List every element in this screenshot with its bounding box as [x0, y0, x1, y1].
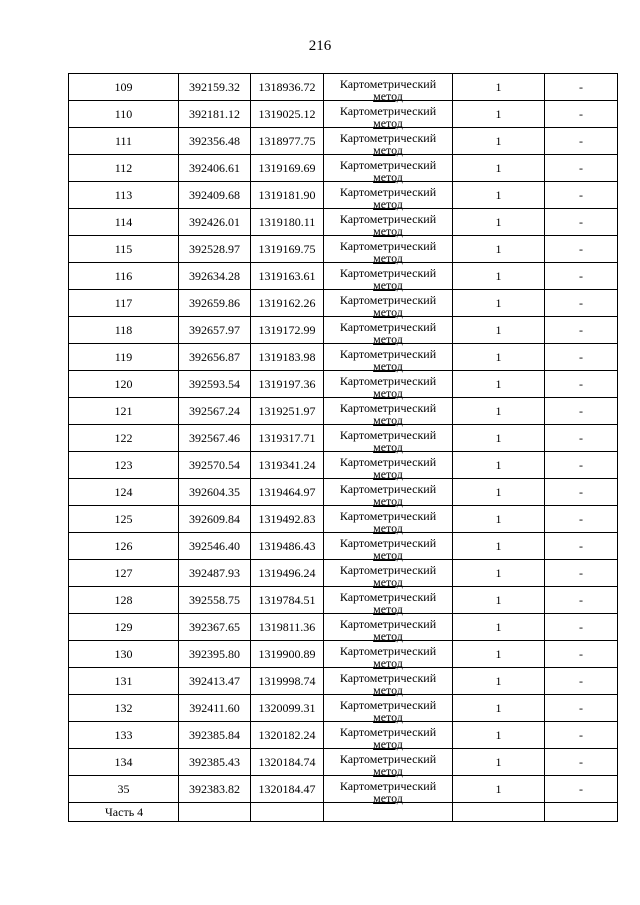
count-cell: 1	[453, 614, 545, 641]
table-row	[69, 695, 618, 722]
count-cell: 1	[453, 749, 545, 776]
y-coordinate-cell: 1319025.12	[251, 101, 324, 128]
table-row	[69, 101, 618, 128]
method-line-2: метод	[373, 575, 403, 589]
method-line-2: метод	[373, 467, 403, 481]
x-coordinate-cell: 392604.35	[179, 479, 251, 506]
method-line-1: Картометрический	[339, 752, 437, 766]
method-cell	[324, 533, 453, 560]
method-line-2: метод	[373, 332, 403, 346]
method-cell	[324, 668, 453, 695]
empty-cell	[179, 803, 251, 822]
y-coordinate-cell: 1319181.90	[251, 182, 324, 209]
point-number-cell: 114	[69, 209, 179, 236]
method-line-1: Картометрический	[339, 644, 437, 658]
count-cell: 1	[453, 317, 545, 344]
method-line-2: метод	[373, 224, 403, 238]
table-row	[69, 236, 618, 263]
method-cell	[324, 425, 453, 452]
count-cell: 1	[453, 641, 545, 668]
dash-cell: -	[545, 587, 618, 614]
dash-cell: -	[545, 506, 618, 533]
y-coordinate-cell: 1319998.74	[251, 668, 324, 695]
point-number-cell: 113	[69, 182, 179, 209]
method-line-1: Картометрический	[339, 347, 437, 361]
point-number-cell: 125	[69, 506, 179, 533]
point-number-cell: 132	[69, 695, 179, 722]
dash-cell: -	[545, 668, 618, 695]
point-number-cell: 124	[69, 479, 179, 506]
dash-cell: -	[545, 263, 618, 290]
point-number-cell: 130	[69, 641, 179, 668]
count-cell: 1	[453, 533, 545, 560]
empty-cell	[324, 803, 453, 822]
method-line-2: метод	[373, 629, 403, 643]
empty-cell	[545, 803, 618, 822]
point-number-cell: 123	[69, 452, 179, 479]
count-cell: 1	[453, 425, 545, 452]
method-line-1: Картометрический	[339, 482, 437, 496]
count-cell: 1	[453, 74, 545, 101]
table-row	[69, 506, 618, 533]
x-coordinate-cell: 392159.32	[179, 74, 251, 101]
x-coordinate-cell: 392367.65	[179, 614, 251, 641]
dash-cell: -	[545, 695, 618, 722]
table-row	[69, 776, 618, 803]
method-cell	[324, 614, 453, 641]
table-footer-row	[69, 803, 618, 822]
table-row	[69, 209, 618, 236]
point-number-cell: 126	[69, 533, 179, 560]
empty-cell	[453, 803, 545, 822]
table-row	[69, 425, 618, 452]
method-cell	[324, 317, 453, 344]
point-number-cell: 128	[69, 587, 179, 614]
method-line-1: Картометрический	[339, 293, 437, 307]
method-line-1: Картометрический	[339, 104, 437, 118]
table-body	[69, 74, 618, 822]
method-line-1: Картометрический	[339, 266, 437, 280]
count-cell: 1	[453, 452, 545, 479]
y-coordinate-cell: 1319341.24	[251, 452, 324, 479]
count-cell: 1	[453, 182, 545, 209]
method-line-2: метод	[373, 656, 403, 670]
point-number-cell: 120	[69, 371, 179, 398]
dash-cell: -	[545, 317, 618, 344]
method-line-1: Картометрический	[339, 455, 437, 469]
dash-cell: -	[545, 182, 618, 209]
x-coordinate-cell: 392657.97	[179, 317, 251, 344]
point-number-cell: 35	[69, 776, 179, 803]
method-line-1: Картометрический	[339, 671, 437, 685]
method-cell	[324, 560, 453, 587]
table-row	[69, 317, 618, 344]
part-label: Часть 4	[69, 803, 179, 822]
dash-cell: -	[545, 101, 618, 128]
method-line-2: метод	[373, 386, 403, 400]
x-coordinate-cell: 392413.47	[179, 668, 251, 695]
x-coordinate-cell: 392383.82	[179, 776, 251, 803]
method-line-2: метод	[373, 305, 403, 319]
count-cell: 1	[453, 506, 545, 533]
y-coordinate-cell: 1319496.24	[251, 560, 324, 587]
method-line-2: метод	[373, 494, 403, 508]
method-cell	[324, 479, 453, 506]
dash-cell: -	[545, 560, 618, 587]
method-cell	[324, 290, 453, 317]
method-line-1: Картометрический	[339, 617, 437, 631]
y-coordinate-cell: 1319169.75	[251, 236, 324, 263]
y-coordinate-cell: 1318977.75	[251, 128, 324, 155]
table-row	[69, 290, 618, 317]
x-coordinate-cell: 392634.28	[179, 263, 251, 290]
count-cell: 1	[453, 209, 545, 236]
method-line-1: Картометрический	[339, 779, 437, 793]
method-line-1: Картометрический	[339, 239, 437, 253]
y-coordinate-cell: 1319317.71	[251, 425, 324, 452]
table-row	[69, 74, 618, 101]
empty-cell	[251, 803, 324, 822]
method-line-2: метод	[373, 440, 403, 454]
dash-cell: -	[545, 344, 618, 371]
count-cell: 1	[453, 371, 545, 398]
table-row	[69, 344, 618, 371]
x-coordinate-cell: 392546.40	[179, 533, 251, 560]
point-number-cell: 119	[69, 344, 179, 371]
method-line-2: метод	[373, 602, 403, 616]
method-line-1: Картометрический	[339, 374, 437, 388]
method-line-2: метод	[373, 170, 403, 184]
y-coordinate-cell: 1320184.47	[251, 776, 324, 803]
x-coordinate-cell: 392356.48	[179, 128, 251, 155]
table-row	[69, 560, 618, 587]
count-cell: 1	[453, 587, 545, 614]
x-coordinate-cell: 392593.54	[179, 371, 251, 398]
dash-cell: -	[545, 371, 618, 398]
point-number-cell: 111	[69, 128, 179, 155]
method-cell	[324, 182, 453, 209]
point-number-cell: 133	[69, 722, 179, 749]
method-line-1: Картометрический	[339, 131, 437, 145]
y-coordinate-cell: 1319811.36	[251, 614, 324, 641]
point-number-cell: 134	[69, 749, 179, 776]
count-cell: 1	[453, 776, 545, 803]
method-cell	[324, 74, 453, 101]
method-cell	[324, 722, 453, 749]
x-coordinate-cell: 392659.86	[179, 290, 251, 317]
table-row	[69, 371, 618, 398]
point-number-cell: 122	[69, 425, 179, 452]
x-coordinate-cell: 392406.61	[179, 155, 251, 182]
y-coordinate-cell: 1319197.36	[251, 371, 324, 398]
dash-cell: -	[545, 722, 618, 749]
point-number-cell: 109	[69, 74, 179, 101]
point-number-cell: 131	[69, 668, 179, 695]
method-cell	[324, 344, 453, 371]
method-cell	[324, 263, 453, 290]
method-line-1: Картометрический	[339, 590, 437, 604]
method-line-1: Картометрический	[339, 185, 437, 199]
table-row	[69, 587, 618, 614]
method-cell	[324, 155, 453, 182]
x-coordinate-cell: 392426.01	[179, 209, 251, 236]
dash-cell: -	[545, 776, 618, 803]
y-coordinate-cell: 1318936.72	[251, 74, 324, 101]
dash-cell: -	[545, 749, 618, 776]
dash-cell: -	[545, 236, 618, 263]
method-cell	[324, 101, 453, 128]
count-cell: 1	[453, 236, 545, 263]
method-line-2: метод	[373, 359, 403, 373]
x-coordinate-cell: 392567.24	[179, 398, 251, 425]
count-cell: 1	[453, 155, 545, 182]
method-line-2: метод	[373, 710, 403, 724]
method-cell	[324, 776, 453, 803]
count-cell: 1	[453, 695, 545, 722]
count-cell: 1	[453, 722, 545, 749]
y-coordinate-cell: 1320184.74	[251, 749, 324, 776]
x-coordinate-cell: 392570.54	[179, 452, 251, 479]
method-cell	[324, 749, 453, 776]
count-cell: 1	[453, 479, 545, 506]
method-cell	[324, 506, 453, 533]
method-line-1: Картометрический	[339, 698, 437, 712]
method-line-2: метод	[373, 116, 403, 130]
method-line-2: метод	[373, 548, 403, 562]
method-line-2: метод	[373, 521, 403, 535]
y-coordinate-cell: 1320099.31	[251, 695, 324, 722]
dash-cell: -	[545, 533, 618, 560]
count-cell: 1	[453, 398, 545, 425]
table-row	[69, 128, 618, 155]
point-number-cell: 121	[69, 398, 179, 425]
method-cell	[324, 236, 453, 263]
y-coordinate-cell: 1319180.11	[251, 209, 324, 236]
method-line-2: метод	[373, 143, 403, 157]
method-line-2: метод	[373, 89, 403, 103]
dash-cell: -	[545, 425, 618, 452]
dash-cell: -	[545, 128, 618, 155]
method-cell	[324, 371, 453, 398]
y-coordinate-cell: 1319900.89	[251, 641, 324, 668]
point-number-cell: 116	[69, 263, 179, 290]
method-cell	[324, 452, 453, 479]
method-line-1: Картометрический	[339, 428, 437, 442]
method-cell	[324, 587, 453, 614]
y-coordinate-cell: 1319169.69	[251, 155, 324, 182]
table-row	[69, 641, 618, 668]
point-number-cell: 117	[69, 290, 179, 317]
dash-cell: -	[545, 155, 618, 182]
x-coordinate-cell: 392385.84	[179, 722, 251, 749]
method-line-1: Картометрический	[339, 158, 437, 172]
dash-cell: -	[545, 209, 618, 236]
x-coordinate-cell: 392487.93	[179, 560, 251, 587]
count-cell: 1	[453, 290, 545, 317]
point-number-cell: 118	[69, 317, 179, 344]
point-number-cell: 115	[69, 236, 179, 263]
table-row	[69, 452, 618, 479]
method-line-2: метод	[373, 278, 403, 292]
method-line-2: метод	[373, 683, 403, 697]
table-row	[69, 155, 618, 182]
method-line-1: Картометрический	[339, 563, 437, 577]
method-line-1: Картометрический	[339, 212, 437, 226]
y-coordinate-cell: 1319172.99	[251, 317, 324, 344]
x-coordinate-cell: 392181.12	[179, 101, 251, 128]
method-line-1: Картометрический	[339, 77, 437, 91]
x-coordinate-cell: 392656.87	[179, 344, 251, 371]
x-coordinate-cell: 392411.60	[179, 695, 251, 722]
method-cell	[324, 209, 453, 236]
count-cell: 1	[453, 560, 545, 587]
x-coordinate-cell: 392558.75	[179, 587, 251, 614]
method-cell	[324, 128, 453, 155]
point-number-cell: 129	[69, 614, 179, 641]
method-line-1: Картометрический	[339, 536, 437, 550]
x-coordinate-cell: 392528.97	[179, 236, 251, 263]
point-number-cell: 127	[69, 560, 179, 587]
table-row	[69, 668, 618, 695]
method-line-2: метод	[373, 413, 403, 427]
table-row	[69, 263, 618, 290]
table-row	[69, 533, 618, 560]
dash-cell: -	[545, 641, 618, 668]
table-row	[69, 722, 618, 749]
dash-cell: -	[545, 290, 618, 317]
y-coordinate-cell: 1319183.98	[251, 344, 324, 371]
coordinates-table	[68, 73, 618, 822]
count-cell: 1	[453, 101, 545, 128]
method-line-2: метод	[373, 791, 403, 805]
count-cell: 1	[453, 668, 545, 695]
table-row	[69, 614, 618, 641]
point-number-cell: 112	[69, 155, 179, 182]
y-coordinate-cell: 1319486.43	[251, 533, 324, 560]
x-coordinate-cell: 392567.46	[179, 425, 251, 452]
dash-cell: -	[545, 614, 618, 641]
method-cell	[324, 641, 453, 668]
y-coordinate-cell: 1319162.26	[251, 290, 324, 317]
table-row	[69, 182, 618, 209]
dash-cell: -	[545, 398, 618, 425]
x-coordinate-cell: 392409.68	[179, 182, 251, 209]
count-cell: 1	[453, 263, 545, 290]
method-line-1: Картометрический	[339, 401, 437, 415]
page-number: 216	[308, 38, 332, 54]
x-coordinate-cell: 392385.43	[179, 749, 251, 776]
method-line-1: Картометрический	[339, 725, 437, 739]
method-line-2: метод	[373, 764, 403, 778]
method-line-1: Картометрический	[339, 509, 437, 523]
method-cell	[324, 398, 453, 425]
method-line-2: метод	[373, 251, 403, 265]
y-coordinate-cell: 1319492.83	[251, 506, 324, 533]
point-number-cell: 110	[69, 101, 179, 128]
dash-cell: -	[545, 479, 618, 506]
dash-cell: -	[545, 452, 618, 479]
count-cell: 1	[453, 128, 545, 155]
y-coordinate-cell: 1320182.24	[251, 722, 324, 749]
y-coordinate-cell: 1319251.97	[251, 398, 324, 425]
dash-cell: -	[545, 74, 618, 101]
count-cell: 1	[453, 344, 545, 371]
x-coordinate-cell: 392609.84	[179, 506, 251, 533]
y-coordinate-cell: 1319163.61	[251, 263, 324, 290]
method-line-2: метод	[373, 737, 403, 751]
table-row	[69, 398, 618, 425]
method-cell	[324, 695, 453, 722]
y-coordinate-cell: 1319464.97	[251, 479, 324, 506]
x-coordinate-cell: 392395.80	[179, 641, 251, 668]
method-line-1: Картометрический	[339, 320, 437, 334]
table-row	[69, 479, 618, 506]
table-row	[69, 749, 618, 776]
method-line-2: метод	[373, 197, 403, 211]
y-coordinate-cell: 1319784.51	[251, 587, 324, 614]
